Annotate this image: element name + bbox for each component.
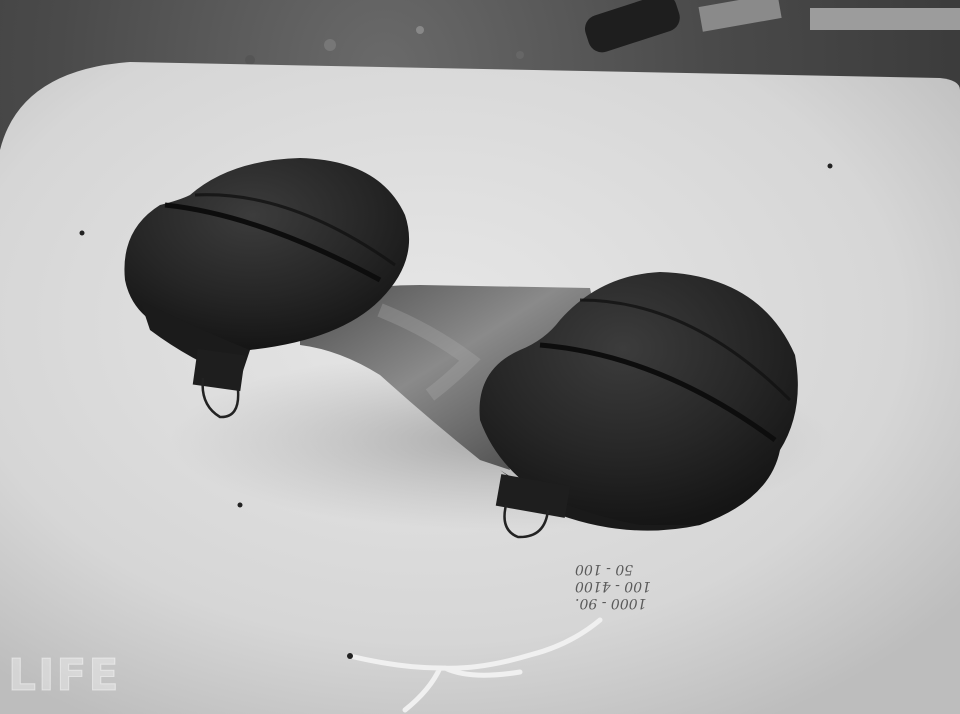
handwritten-notes (575, 560, 725, 611)
note-line-1: 1000 - 90. (575, 595, 647, 611)
ground-debris (245, 0, 960, 65)
note-line-3: 50 - 100 (575, 561, 634, 577)
life-watermark: LIFE (8, 650, 121, 701)
note-line-2: 100 - 4100 (575, 578, 651, 594)
